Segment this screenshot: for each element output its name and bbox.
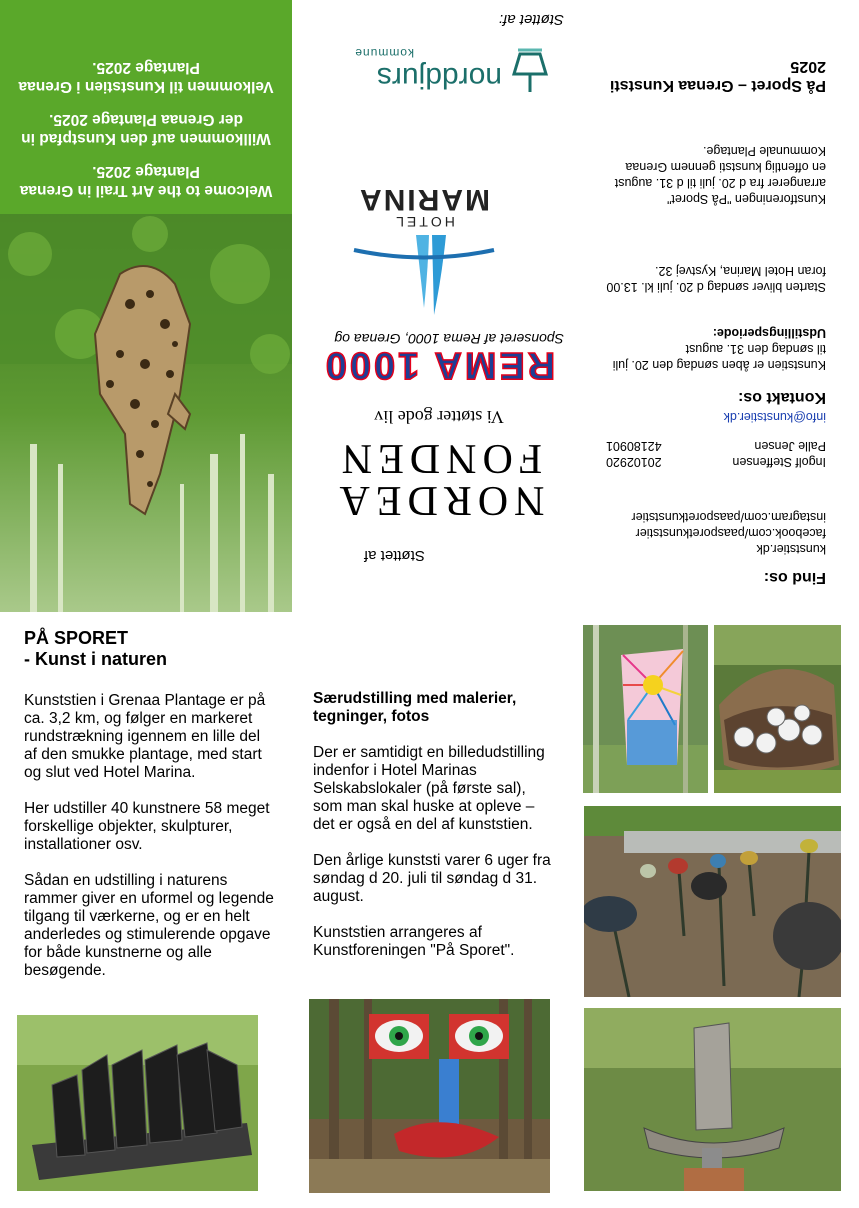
welcome-panel	[0, 0, 292, 214]
sponsor-section	[294, 0, 584, 570]
intro-paragraph: Sådan en udstilling i naturens rammer giver en uformel og legende tilgang til værkerne, og er en helt anderledes og stimulerende opgave for både kunstnerne og alle besøgende.	[24, 872, 274, 979]
supported-by-label-2: Støttet af	[364, 547, 425, 564]
nordea-tagline: Vi støtter gode liv	[374, 407, 504, 427]
nordea-logo	[294, 437, 584, 521]
period-label: Udstillingsperiode:	[712, 326, 826, 340]
arrange-text: Kunstforeningen "På Sporet" arrangerer fra d 20. juli til d 31. august en offentlig kunststi gennem Grenaa Kommunale Plantage.	[614, 144, 826, 206]
welcome-danish: Velkommen til Kunststien i Grenaa Plantage 2025.	[18, 59, 274, 95]
norddjurs-name: norddjurs	[376, 61, 502, 94]
supported-by-label: Støttet af:	[498, 11, 564, 28]
metal-sail-sculpture-photo	[584, 1008, 841, 1191]
period-text: Kunststien er åben søndag den 20. juli til søndag den 31. august	[612, 342, 826, 372]
marina-sail-icon	[344, 230, 504, 320]
find-us-label: Find os:	[763, 569, 826, 586]
contact-name: Ingolf Steffensen	[732, 455, 826, 469]
eyes-lips-artwork-photo	[309, 999, 550, 1193]
link-facebook[interactable]: facebook.com/paasporetkunststier	[635, 526, 826, 540]
exhibition-column	[313, 690, 553, 978]
rema-1000-logo: REMA 1000	[322, 344, 556, 386]
shell-faces-artwork-photo	[714, 625, 841, 793]
exhibition-paragraph: Der er samtidigt en billedudstilling indenfor i Hotel Marinas Selskabslokaler (på første sal), som man skal huske at opleve – det er også en del af kunststien.	[313, 744, 545, 833]
wooden-sculpture-photo	[17, 1015, 258, 1191]
link-instagram[interactable]: instagram.com/paasporetkunststier	[631, 510, 826, 524]
hotel-marina-logo	[344, 183, 504, 320]
intro-paragraph: Her udstiller 40 kunstnere 58 meget forskellige objekter, skulpturer, installationer osv.	[24, 800, 270, 853]
contact-phone: 20102920	[606, 455, 662, 469]
exhibition-heading: Særudstilling med malerier, tegninger, fotos	[313, 690, 517, 725]
rema-sponsor-text: Sponseret af Rema 1000, Grenaa og	[334, 331, 564, 347]
norddjurs-sub: kommune	[354, 46, 414, 60]
norddjurs-logo	[304, 40, 564, 100]
rainbow-sun-artwork-photo	[583, 625, 708, 793]
nordea-logo-line1: NORDEA	[333, 477, 545, 523]
welcome-german: Willkommen auf den Kunstpfad in der Grenaa Plantage 2025.	[21, 111, 271, 147]
link-website[interactable]: kunststier.dk	[756, 542, 826, 556]
norddjurs-boat-icon	[510, 48, 550, 94]
hotel-marina-sub: HOTEL	[393, 214, 455, 230]
intro-column	[24, 628, 274, 998]
nordea-logo-line2: FONDEN	[335, 435, 543, 481]
exhibition-paragraph: Kunststien arrangeres af Kunstforeningen "På Sporet".	[313, 924, 515, 959]
metal-flowers-artwork-photo	[584, 806, 841, 997]
email-link[interactable]: info@kunststier.dk	[723, 410, 826, 424]
start-text: Starten bliver søndag d 20. juli kl. 13.00 foran Hotel Marina, Kystvej 32.	[606, 264, 826, 294]
info-title: På Sporet – Grenaa Kunststi 2025	[609, 58, 826, 94]
contact-label: Kontakt os:	[738, 389, 826, 406]
hotel-marina-name: MARINA	[358, 183, 490, 216]
title-line2: - Kunst i naturen	[24, 649, 167, 669]
welcome-english: Welcome to the Art Trail in Grenaa Plantage 2025.	[19, 163, 273, 199]
intro-paragraph: Kunststien i Grenaa Plantage er på ca. 3,2 km, og følger en markeret rundstrækning igennem en lille del af den smukke plantage, med start og slut ved Hotel Marina.	[24, 692, 266, 781]
page-title	[24, 628, 274, 670]
contact-phone: 42180901	[606, 439, 662, 453]
info-section	[600, 40, 840, 585]
contact-name: Palle Jensen	[754, 439, 826, 453]
leopard-sculpture-photo	[0, 214, 292, 612]
title-line1: PÅ SPORET	[24, 628, 129, 648]
exhibition-paragraph: Den årlige kunststi varer 6 uger fra søndag d 20. juli til søndag d 31. august.	[313, 852, 551, 905]
